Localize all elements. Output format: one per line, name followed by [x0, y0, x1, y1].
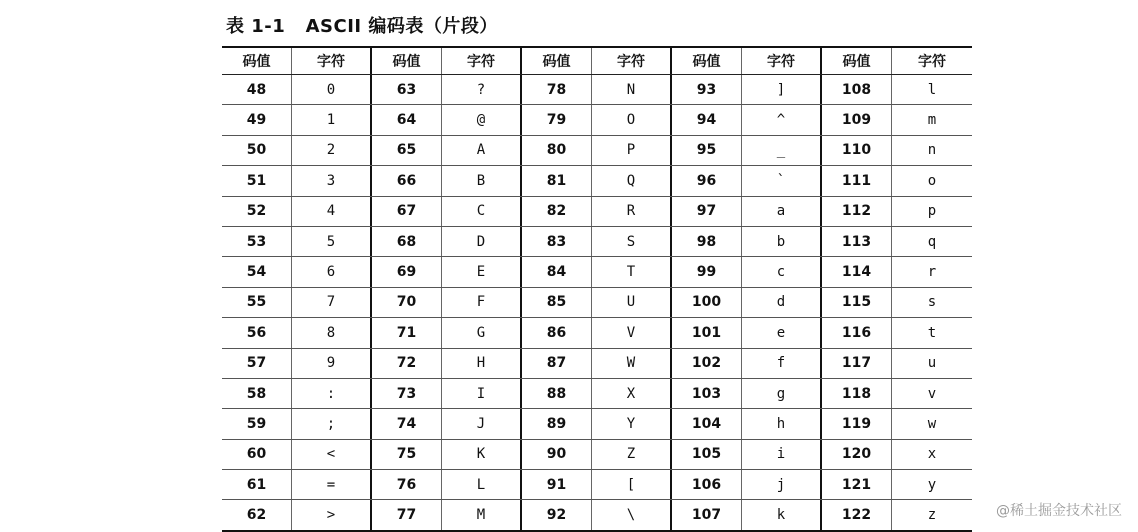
char-cell: ; [292, 409, 372, 438]
char-cell: K [442, 440, 522, 469]
table-row [222, 75, 972, 105]
code-cell: 104 [672, 409, 742, 438]
char-cell: r [927, 264, 937, 281]
table-row [222, 166, 972, 196]
code-cell: 85 [522, 288, 592, 317]
code-cell: 100 [672, 288, 742, 317]
code-cell: 61 [222, 470, 292, 499]
code-cell: 121 [822, 470, 892, 499]
code-cell: 79 [522, 105, 592, 134]
code-cell: 67 [372, 197, 442, 226]
header-char: 字符 [918, 54, 946, 70]
code-cell: 106 [672, 470, 742, 499]
code-cell: 58 [222, 379, 292, 408]
char-cell: H [442, 349, 522, 378]
code-cell: 94 [672, 105, 742, 134]
code-cell: 65 [372, 136, 442, 165]
code-cell: 72 [372, 349, 442, 378]
header-code: 码值 [372, 48, 442, 74]
char-cell: U [592, 288, 672, 317]
watermark: @稀土掘金技术社区 [996, 503, 1122, 519]
table-caption: 表 1-1 ASCII 编码表（片段） [226, 16, 498, 37]
code-cell: 52 [222, 197, 292, 226]
code-cell: 55 [222, 288, 292, 317]
char-cell: 2 [292, 136, 372, 165]
code-cell: 86 [522, 318, 592, 347]
char-cell: n [927, 142, 937, 159]
char-cell: P [592, 136, 672, 165]
code-cell: 83 [522, 227, 592, 256]
table-row [222, 288, 972, 318]
char-cell: g [742, 379, 822, 408]
table-body [222, 75, 972, 530]
char-cell: b [742, 227, 822, 256]
char-cell: w [927, 415, 937, 432]
table-row [222, 197, 972, 227]
char-cell: L [442, 470, 522, 499]
code-cell: 87 [522, 349, 592, 378]
header-code: 码值 [672, 48, 742, 74]
code-cell: 117 [822, 349, 892, 378]
code-cell: 103 [672, 379, 742, 408]
code-cell: 56 [222, 318, 292, 347]
char-cell: M [442, 500, 522, 529]
header-char: 字符 [742, 48, 822, 74]
table-row [222, 379, 972, 409]
code-cell: 63 [372, 75, 442, 104]
table-row [222, 500, 972, 529]
code-cell: 59 [222, 409, 292, 438]
code-cell: 110 [822, 136, 892, 165]
char-cell: v [927, 385, 937, 402]
char-cell: _ [742, 136, 822, 165]
char-cell: i [742, 440, 822, 469]
code-cell: 66 [372, 166, 442, 195]
table-row [222, 105, 972, 135]
code-cell: 74 [372, 409, 442, 438]
code-cell: 48 [222, 75, 292, 104]
char-cell: 4 [292, 197, 372, 226]
char-cell: G [442, 318, 522, 347]
code-cell: 96 [672, 166, 742, 195]
char-cell: B [442, 166, 522, 195]
char-cell: E [442, 257, 522, 286]
char-cell: l [927, 81, 937, 98]
char-cell: e [742, 318, 822, 347]
table-row [222, 227, 972, 257]
code-cell: 92 [522, 500, 592, 529]
char-cell: O [592, 105, 672, 134]
char-cell: T [592, 257, 672, 286]
code-cell: 115 [822, 288, 892, 317]
char-cell: V [592, 318, 672, 347]
code-cell: 53 [222, 227, 292, 256]
char-cell: = [292, 470, 372, 499]
code-cell: 80 [522, 136, 592, 165]
code-cell: 107 [672, 500, 742, 529]
code-cell: 119 [822, 409, 892, 438]
code-cell: 81 [522, 166, 592, 195]
char-cell: < [292, 440, 372, 469]
char-cell: 0 [292, 75, 372, 104]
char-cell: 7 [292, 288, 372, 317]
char-cell: f [742, 349, 822, 378]
char-cell: X [592, 379, 672, 408]
code-cell: 89 [522, 409, 592, 438]
code-cell: 51 [222, 166, 292, 195]
char-cell: 1 [292, 105, 372, 134]
char-cell: m [927, 112, 937, 129]
char-cell: ? [442, 75, 522, 104]
code-cell: 112 [822, 197, 892, 226]
code-cell: 122 [822, 500, 892, 529]
char-cell: c [742, 257, 822, 286]
header-code: 码值 [522, 48, 592, 74]
char-cell: u [927, 355, 937, 372]
char-cell: 5 [292, 227, 372, 256]
char-cell: > [292, 500, 372, 529]
code-cell: 102 [672, 349, 742, 378]
table-row [222, 470, 972, 500]
code-cell: 108 [822, 75, 892, 104]
table-row [222, 257, 972, 287]
table-row [222, 136, 972, 166]
code-cell: 105 [672, 440, 742, 469]
char-cell: a [742, 197, 822, 226]
char-cell: [ [592, 470, 672, 499]
header-code: 码值 [822, 48, 892, 74]
char-cell: : [292, 379, 372, 408]
char-cell: W [592, 349, 672, 378]
char-cell: A [442, 136, 522, 165]
code-cell: 76 [372, 470, 442, 499]
char-cell: 8 [292, 318, 372, 347]
code-cell: 69 [372, 257, 442, 286]
char-cell: 3 [292, 166, 372, 195]
header-char: 字符 [592, 48, 672, 74]
char-cell: 6 [292, 257, 372, 286]
code-cell: 73 [372, 379, 442, 408]
header-char: 字符 [292, 48, 372, 74]
code-cell: 118 [822, 379, 892, 408]
char-cell: d [742, 288, 822, 317]
char-cell: J [442, 409, 522, 438]
code-cell: 49 [222, 105, 292, 134]
char-cell: S [592, 227, 672, 256]
char-cell: D [442, 227, 522, 256]
code-cell: 60 [222, 440, 292, 469]
code-cell: 77 [372, 500, 442, 529]
code-cell: 111 [822, 166, 892, 195]
code-cell: 88 [522, 379, 592, 408]
code-cell: 75 [372, 440, 442, 469]
table-row [222, 349, 972, 379]
code-cell: 120 [822, 440, 892, 469]
char-cell: 9 [292, 349, 372, 378]
char-cell: N [592, 75, 672, 104]
code-cell: 68 [372, 227, 442, 256]
char-cell: Q [592, 166, 672, 195]
code-cell: 82 [522, 197, 592, 226]
code-cell: 91 [522, 470, 592, 499]
char-cell: R [592, 197, 672, 226]
code-cell: 97 [672, 197, 742, 226]
header-char: 字符 [442, 48, 522, 74]
char-cell: k [742, 500, 822, 529]
char-cell: j [742, 470, 822, 499]
code-cell: 78 [522, 75, 592, 104]
char-cell: F [442, 288, 522, 317]
char-cell: Z [592, 440, 672, 469]
char-cell: o [927, 172, 937, 189]
table-row [222, 409, 972, 439]
table-row [222, 318, 972, 348]
char-cell: ` [742, 166, 822, 195]
code-cell: 98 [672, 227, 742, 256]
char-cell: x [927, 446, 937, 463]
char-cell: Y [592, 409, 672, 438]
code-cell: 54 [222, 257, 292, 286]
ascii-table [222, 46, 972, 532]
table-header-row [222, 48, 972, 75]
char-cell: q [927, 233, 937, 250]
code-cell: 64 [372, 105, 442, 134]
code-cell: 93 [672, 75, 742, 104]
char-cell: p [927, 203, 937, 220]
char-cell: \ [592, 500, 672, 529]
char-cell: C [442, 197, 522, 226]
code-cell: 50 [222, 136, 292, 165]
char-cell: ^ [742, 105, 822, 134]
char-cell: ] [742, 75, 822, 104]
char-cell: I [442, 379, 522, 408]
code-cell: 109 [822, 105, 892, 134]
code-cell: 114 [822, 257, 892, 286]
code-cell: 90 [522, 440, 592, 469]
code-cell: 101 [672, 318, 742, 347]
code-cell: 84 [522, 257, 592, 286]
code-cell: 62 [222, 500, 292, 529]
table-row [222, 440, 972, 470]
code-cell: 99 [672, 257, 742, 286]
code-cell: 71 [372, 318, 442, 347]
char-cell: h [742, 409, 822, 438]
char-cell: s [927, 294, 937, 311]
char-cell: z [927, 507, 937, 524]
code-cell: 113 [822, 227, 892, 256]
code-cell: 70 [372, 288, 442, 317]
char-cell: t [927, 324, 937, 341]
header-code: 码值 [222, 48, 292, 74]
char-cell: y [927, 476, 937, 493]
code-cell: 116 [822, 318, 892, 347]
char-cell: @ [442, 105, 522, 134]
code-cell: 95 [672, 136, 742, 165]
code-cell: 57 [222, 349, 292, 378]
